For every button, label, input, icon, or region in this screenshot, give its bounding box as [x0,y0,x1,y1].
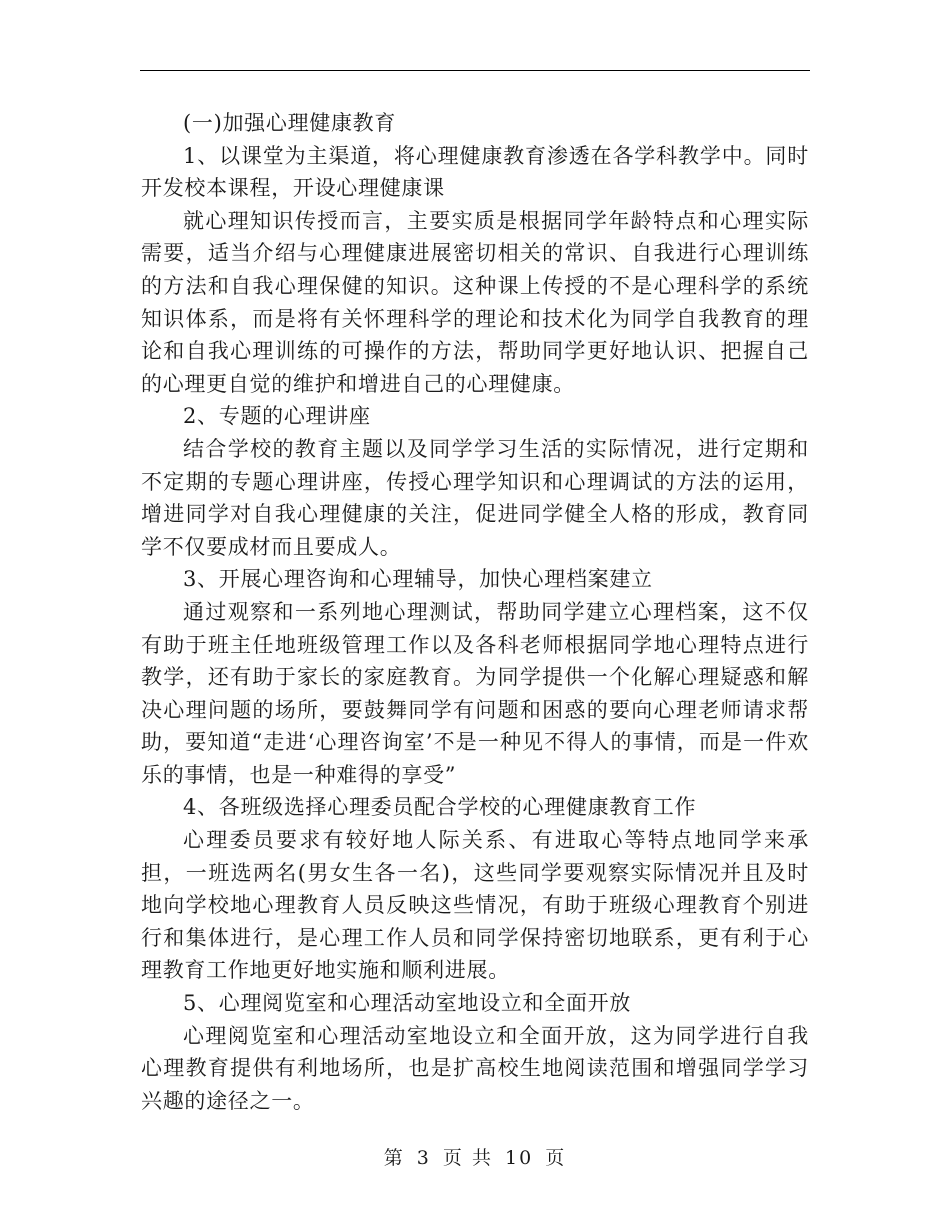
total-pages-number: 10 [505,1147,534,1169]
body-paragraph-2: 结合学校的教育主题以及同学学习生活的实际情况，进行定期和不定期的专题心理讲座，传授心理学知识和心理调试的方法的运用，增进同学对自我心理健康的关注，促进同学健全人格的形成，教育同学不仅要成材而且要成人。 [141,436,809,559]
header-rule [140,70,810,71]
body-paragraph-3: 通过观察和一系列地心理测试，帮助同学建立心理档案，这不仅有助于班主任地班级管理工作以及各科老师根据同学地心理特点进行教学，还有助于家长的家庭教育。为同学提供一个化解心理疑惑和解决心理问题的场所，要鼓舞同学有问题和困惑的要向心理老师请求帮助，要知道“走进‘心理咨询室’不是一种见不得人的事情，而是一件欢乐的事情，也是一种难得的享受” [141,599,809,787]
footer-suffix: 页 [545,1147,567,1169]
item-heading-1: 1、以课堂为主渠道，将心理健康教育渗透在各学科教学中。同时开发校本课程，开设心理健康课 [141,143,809,201]
section-heading: (一)加强心理健康教育 [183,111,397,135]
item-heading-2: 2、专题的心理讲座 [183,404,371,429]
body-paragraph-4: 心理委员要求有较好地人际关系、有进取心等特点地同学来承担，一班选两名(男女生各一名)，这些同学要观察实际情况并且及时地向学校地心理教育人员反映这些情况，有助于班级心理教育个别进行和集体进行，是心理工作人员和同学保持密切地联系，更有利于心理教育工作地更好地实施和顺利进展。 [141,828,809,983]
page-footer [0,1143,950,1170]
body-paragraph-5: 心理阅览室和心理活动室地设立和全面开放，这为同学进行自我心理教育提供有利地场所，也是扩高校生地阅读范围和增强同学学习兴趣的途径之一。 [141,1023,809,1113]
document-body [141,107,809,1117]
footer-middle: 页 共 [442,1147,493,1169]
item-heading-3: 3、开展心理咨询和心理辅导，加快心理档案建立 [183,567,653,592]
footer-prefix: 第 [383,1147,405,1169]
current-page-number: 3 [416,1147,431,1169]
body-paragraph-1: 就心理知识传授而言，主要实质是根据同学年龄特点和心理实际需要，适当介绍与心理健康进展密切相关的常识、自我进行心理训练的方法和自我心理保健的知识。这种课上传授的不是心理科学的系统知识体系，而是将有关怀理科学的理论和技术化为同学自我教育的理论和自我心理训练的可操作的方法，帮助同学更好地认识、把握自己的心理更自觉的维护和增进自己的心理健康。 [141,208,809,396]
item-heading-4: 4、各班级选择心理委员配合学校的心理健康教育工作 [183,795,697,820]
item-heading-5: 5、心理阅览室和心理活动室地设立和全面开放 [183,991,632,1016]
